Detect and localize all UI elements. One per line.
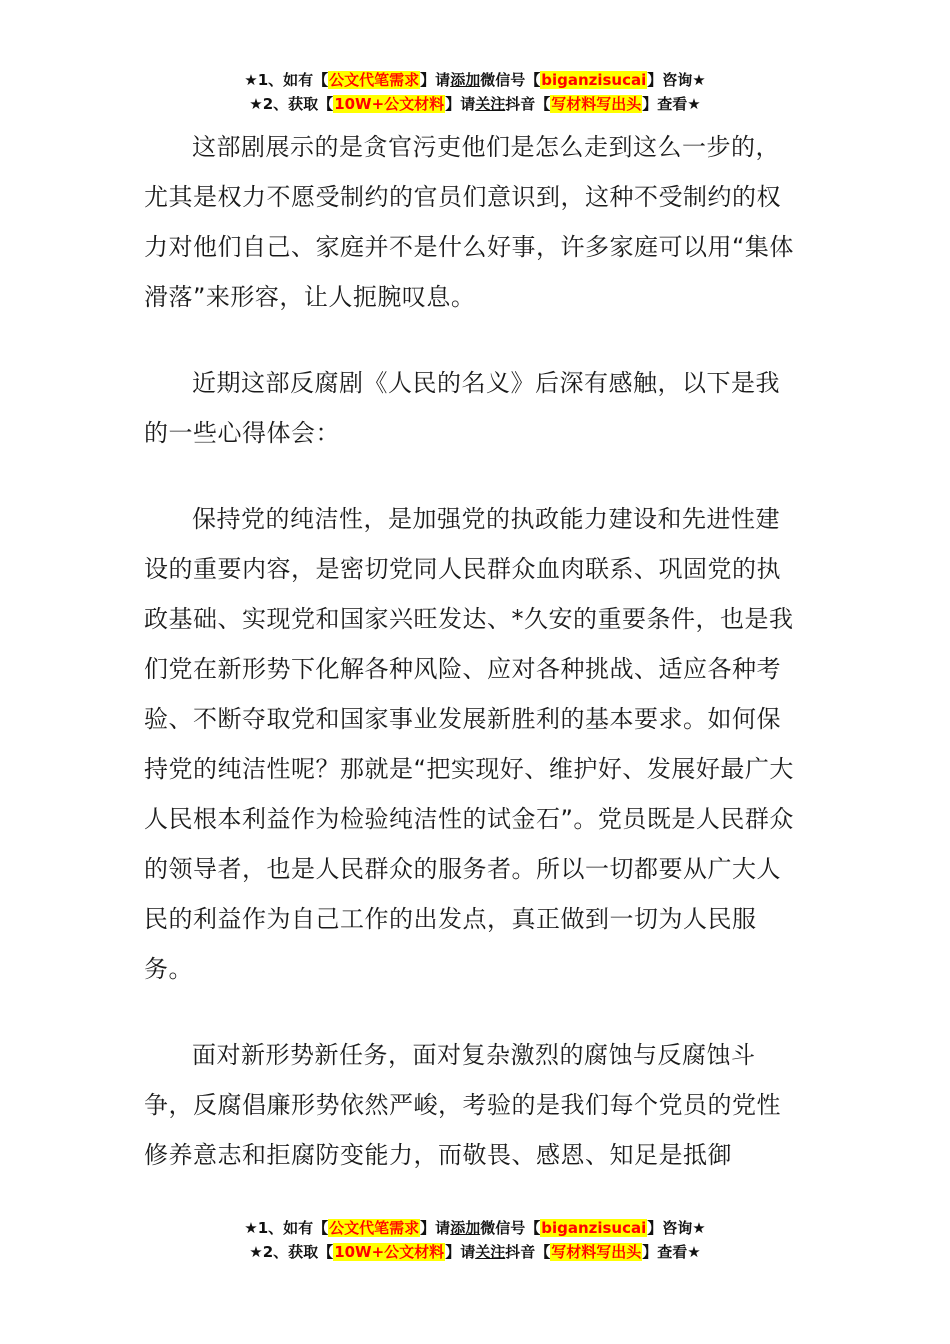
banner-line-1: ★1、如有【公文代笔需求】请添加微信号【biganzisucai】咨询★ <box>244 1219 706 1237</box>
paragraph-1: 这部剧展示的是贪官污吏他们是怎么走到这么一步的，尤其是权力不愿受制约的官员们意识到，这种不受制约的权力对他们自己、家庭并不是什么好事，许多家庭可以用“集体滑落”来形容，让人扼腕叹息。 <box>144 133 794 311</box>
underline-follow: 关注 <box>475 1243 506 1261</box>
footer-banner <box>0 1216 950 1264</box>
highlight-writing-service: 公文代笔需求 <box>329 71 420 89</box>
paragraph-3: 保持党的纯洁性，是加强党的执政能力建设和先进性建设的重要内容，是密切党同人民群众血肉联系、巩固党的执政基础、实现党和国家兴旺发达、*久安的重要条件，也是我们党在新形势下化解各种风险、应对各种挑战、适应各种考验、不断夺取党和国家事业发展新胜利的基本要求。如何保持党的纯洁性呢？那就是“把实现好、维护好、发展好最广大人民根本利益作为检验纯洁性的试金石”。党员既是人民群众的领导者，也是人民群众的服务者。所以一切都要从广大人民的利益作为自己工作的出发点，真正做到一切为人民服务。 <box>144 505 794 983</box>
banner-line-1: ★1、如有【公文代笔需求】请添加微信号【biganzisucai】咨询★ <box>244 71 706 89</box>
highlight-writing-service: 公文代笔需求 <box>329 1219 420 1237</box>
paragraph-4: 面对新形势新任务，面对复杂激烈的腐蚀与反腐蚀斗争，反腐倡廉形势依然严峻，考验的是我们每个党员的党性修养意志和拒腐防变能力，而敬畏、感恩、知足是抵御 <box>144 1041 781 1169</box>
banner-line-2: ★2、获取【10W+公文材料】请关注抖音【写材料写出头】查看★ <box>249 95 701 113</box>
highlight-materials: 10W+公文材料 <box>334 1243 445 1261</box>
highlight-douyin-account: 写材料写出头 <box>551 95 642 113</box>
highlight-wechat-id: biganzisucai <box>541 1219 647 1237</box>
highlight-materials: 10W+公文材料 <box>334 95 445 113</box>
banner-line-2: ★2、获取【10W+公文材料】请关注抖音【写材料写出头】查看★ <box>249 1243 701 1261</box>
document-body <box>144 122 804 1216</box>
underline-add: 添加 <box>450 1219 481 1237</box>
highlight-wechat-id: biganzisucai <box>541 71 647 89</box>
header-banner <box>0 68 950 116</box>
underline-follow: 关注 <box>475 95 506 113</box>
underline-add: 添加 <box>450 71 481 89</box>
highlight-douyin-account: 写材料写出头 <box>551 1243 642 1261</box>
paragraph-2: 近期这部反腐剧《人民的名义》后深有感触，以下是我的一些心得体会： <box>144 369 780 447</box>
